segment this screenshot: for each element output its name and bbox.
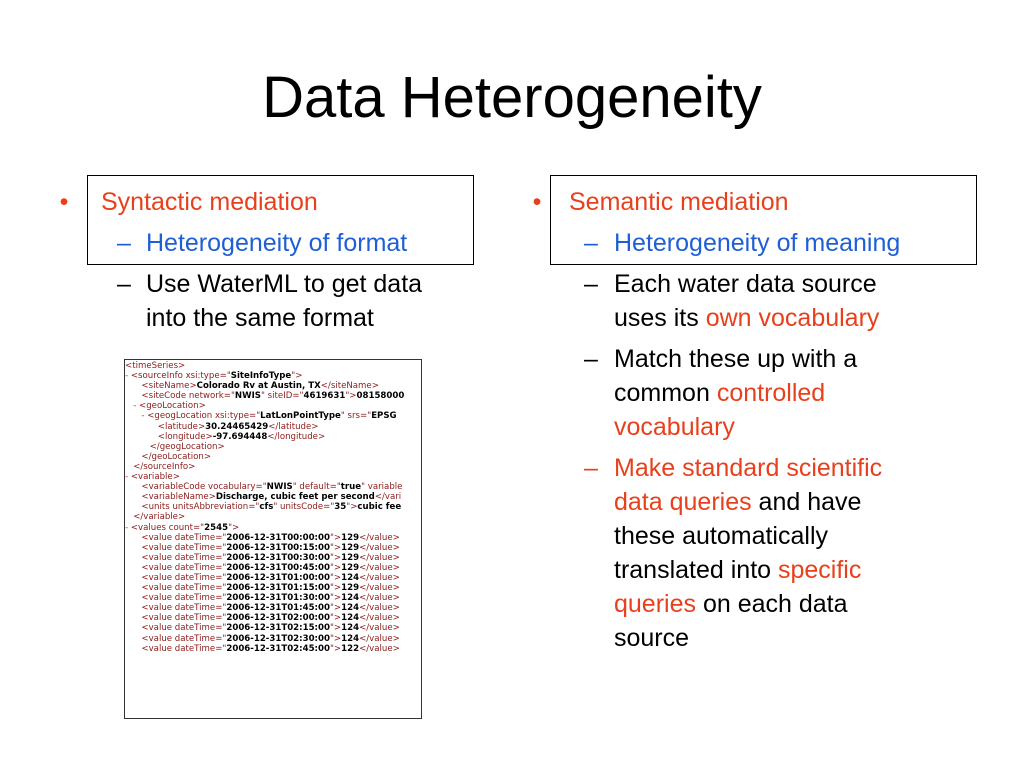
xml-token: 2006-12-31T00:15:00 [226, 542, 330, 553]
xml-token: cfs [259, 502, 274, 513]
vocab-text-line1: Each water data source [614, 270, 877, 298]
xml-token: " siteID=" [260, 391, 304, 402]
xml-token: <variable> [130, 472, 180, 483]
xml-token: </value> [359, 583, 400, 594]
xml-token: <units unitsAbbreviation=" [141, 502, 260, 513]
xml-line [125, 361, 421, 371]
xml-token: </latitude> [268, 421, 319, 432]
xml-token: <siteCode network=" [141, 391, 235, 402]
xml-token: 2006-12-31T00:00:00 [226, 532, 330, 543]
xml-indent: - [125, 371, 131, 382]
left-sub1-dash: – [117, 229, 131, 257]
xml-line [125, 563, 421, 573]
xml-indent [125, 512, 133, 522]
xml-token: SiteInfoType [230, 371, 292, 382]
xml-line [125, 502, 421, 512]
xml-token: <geogLocation xsi:type=" [147, 411, 261, 422]
xml-token: "> [291, 371, 303, 382]
xml-token: </value> [359, 572, 400, 583]
xml-indent: - [125, 411, 148, 422]
xml-line [125, 533, 421, 543]
right-sub2-dash: – [584, 270, 598, 298]
xml-indent [125, 553, 141, 563]
match-text-line2 [614, 376, 825, 410]
xml-token: 129 [341, 562, 360, 573]
standard-queries-line3: these automatically [614, 522, 829, 550]
xml-token: 124 [341, 593, 360, 604]
semantic-mediation-heading: Semantic mediation [569, 188, 789, 216]
xml-token: </vari [374, 492, 402, 503]
xml-token: 08158000 [356, 391, 405, 402]
xml-line [125, 644, 421, 654]
xml-indent: - [125, 522, 131, 533]
xml-token: "> [329, 613, 342, 624]
queries-text: queries [614, 590, 696, 618]
xml-token: 124 [341, 613, 360, 624]
xml-indent [125, 452, 141, 462]
xml-token: "> [329, 532, 342, 543]
waterml-text-line2: into the same format [146, 304, 374, 332]
xml-token: </variable> [133, 512, 186, 523]
xml-token: 124 [341, 603, 360, 614]
controlled-text: controlled [716, 379, 826, 407]
xml-line [125, 462, 421, 472]
xml-line [125, 523, 421, 533]
xml-token: "> [345, 391, 357, 402]
xml-line [125, 411, 421, 421]
xml-token: </geogLocation> [149, 441, 225, 452]
xml-token: 2006-12-31T00:45:00 [226, 562, 330, 573]
xml-indent [125, 482, 141, 492]
xml-token: "> [329, 542, 342, 553]
xml-indent [125, 391, 141, 401]
xml-token: 4619631 [303, 391, 346, 402]
xml-token: " variable [361, 482, 403, 493]
xml-token: <siteName> [141, 381, 197, 392]
xml-token: <value dateTime=" [141, 572, 227, 583]
data-queries-text: data queries [614, 488, 752, 516]
xml-token: "> [329, 603, 342, 614]
xml-token: <value dateTime=" [141, 542, 227, 553]
xml-token: NWIS [266, 482, 293, 493]
standard-queries-line5 [614, 587, 848, 621]
xml-indent [125, 644, 141, 654]
xml-token: </value> [359, 643, 400, 654]
xml-token: " unitsCode=" [273, 502, 335, 513]
vocab-text-line2 [614, 301, 879, 335]
xml-indent [125, 593, 141, 603]
xml-token: <value dateTime=" [141, 583, 227, 594]
xml-line [125, 401, 421, 411]
xml-token: 129 [341, 552, 360, 563]
xml-token: 2006-12-31T01:45:00 [226, 603, 330, 614]
xml-token: <value dateTime=" [141, 613, 227, 624]
syntactic-mediation-heading: Syntactic mediation [101, 188, 318, 216]
right-sub1-dash: – [584, 229, 598, 257]
xml-token: <value dateTime=" [141, 593, 227, 604]
xml-token: "> [329, 572, 342, 583]
xml-token: <latitude> [157, 421, 206, 432]
xml-indent [125, 573, 141, 583]
xml-token: <sourceInfo xsi:type=" [130, 371, 231, 382]
xml-indent [125, 613, 141, 623]
specific-text: specific [778, 556, 862, 584]
xml-indent [125, 603, 141, 613]
xml-token: <variableCode vocabulary=" [141, 482, 267, 493]
xml-token: 2006-12-31T02:00:00 [226, 613, 330, 624]
xml-line [125, 593, 421, 603]
xml-token: Colorado Rv at Austin, TX [196, 381, 321, 392]
xml-token: 129 [341, 532, 360, 543]
waterml-text-line1: Use WaterML to get data [146, 270, 423, 298]
xml-line [125, 492, 421, 502]
xml-token: 124 [341, 572, 360, 583]
xml-token: 124 [341, 633, 360, 644]
xml-token: 129 [341, 583, 360, 594]
standard-queries-line6: source [614, 624, 690, 652]
xml-token: </value> [359, 633, 400, 644]
xml-indent [125, 492, 141, 502]
xml-token: EPSG [371, 411, 397, 422]
xml-token: 2006-12-31T02:15:00 [226, 623, 330, 634]
xml-token: <values count=" [130, 522, 205, 533]
xml-indent [125, 623, 141, 633]
xml-indent [125, 563, 141, 573]
xml-indent [125, 583, 141, 593]
xml-indent [125, 634, 141, 644]
xml-token: <value dateTime=" [141, 633, 227, 644]
left-bullet: • [59, 188, 69, 216]
xml-token: <value dateTime=" [141, 562, 227, 573]
xml-token: </value> [359, 593, 400, 604]
right-sub4-dash: – [584, 454, 598, 482]
xml-token: </value> [359, 532, 400, 543]
xml-indent [125, 462, 133, 472]
xml-token: <value dateTime=" [141, 623, 227, 634]
xml-token: "> [329, 633, 342, 644]
xml-line [125, 603, 421, 613]
xml-token: <value dateTime=" [141, 532, 227, 543]
xml-line [125, 623, 421, 633]
xml-token: 35 [334, 502, 347, 513]
xml-token: 122 [341, 643, 360, 654]
xml-line [125, 472, 421, 482]
right-sub3-dash: – [584, 345, 598, 373]
xml-token: 2006-12-31T01:00:00 [226, 572, 330, 583]
right-bullet: • [532, 188, 542, 216]
xml-token: </value> [359, 542, 400, 553]
match-text-line1: Match these up with a [614, 345, 858, 373]
xml-token: 2545 [204, 522, 229, 533]
xml-token: 2006-12-31T02:45:00 [226, 643, 330, 654]
xml-token: " default=" [292, 482, 341, 493]
xml-token: cubic fee [357, 502, 402, 513]
heterogeneity-of-meaning: Heterogeneity of meaning [614, 229, 901, 257]
xml-token: 2006-12-31T02:30:00 [226, 633, 330, 644]
xml-token: "> [329, 583, 342, 594]
xml-token: <value dateTime=" [141, 603, 227, 614]
xml-indent [125, 533, 141, 543]
xml-token: 30.24465429 [205, 421, 269, 432]
xml-line [125, 553, 421, 563]
xml-token: </value> [359, 623, 400, 634]
xml-token: NWIS [234, 391, 261, 402]
xml-line [125, 634, 421, 644]
xml-token: <geoLocation> [139, 401, 206, 412]
common-text: common [614, 379, 717, 407]
standard-queries-line2 [614, 485, 861, 519]
xml-token: Discharge, cubic feet per second [215, 492, 375, 503]
xml-token: "> [329, 593, 342, 604]
xml-token: </value> [359, 603, 400, 614]
xml-token: "> [329, 643, 342, 654]
xml-token: LatLonPointType [260, 411, 341, 422]
xml-line [125, 442, 421, 452]
xml-line [125, 432, 421, 442]
own-vocabulary-text: own vocabulary [705, 304, 880, 332]
xml-token: -97.694448 [212, 431, 268, 442]
slide-title: Data Heterogeneity [262, 65, 762, 130]
xml-token: true [340, 482, 362, 493]
xml-line [125, 482, 421, 492]
xml-token: </value> [359, 552, 400, 563]
xml-token: </longitude> [267, 431, 326, 442]
xml-token: </value> [359, 562, 400, 573]
translated-into-text: translated into [614, 556, 778, 584]
xml-token: </value> [359, 613, 400, 624]
xml-token: <timeSeries> [125, 361, 186, 371]
heterogeneity-of-format: Heterogeneity of format [146, 229, 408, 257]
xml-line [125, 381, 421, 391]
xml-token: "> [329, 562, 342, 573]
xml-token: 2006-12-31T01:15:00 [226, 583, 330, 594]
xml-token: 2006-12-31T01:30:00 [226, 593, 330, 604]
xml-token: </sourceInfo> [133, 461, 196, 472]
xml-token: <variableName> [141, 492, 216, 503]
and-have-text: and have [751, 488, 862, 516]
xml-token: 129 [341, 542, 360, 553]
xml-line [125, 543, 421, 553]
xml-line [125, 371, 421, 381]
xml-indent [125, 502, 141, 512]
xml-token: <longitude> [157, 431, 213, 442]
xml-line [125, 422, 421, 432]
xml-indent: - [125, 472, 131, 483]
xml-token: "> [329, 552, 342, 563]
xml-indent [125, 442, 150, 452]
xml-token: </siteName> [320, 381, 379, 392]
xml-line [125, 613, 421, 623]
waterml-xml-image [124, 359, 422, 719]
xml-line [125, 512, 421, 522]
xml-token: "> [329, 623, 342, 634]
xml-token: " srs=" [340, 411, 372, 422]
left-sub2-dash: – [117, 270, 131, 298]
xml-indent [125, 422, 158, 432]
xml-token: <value dateTime=" [141, 643, 227, 654]
on-each-data-text: on each data [696, 590, 848, 618]
xml-line [125, 583, 421, 593]
xml-line [125, 391, 421, 401]
xml-indent [125, 543, 141, 553]
xml-token: 124 [341, 623, 360, 634]
xml-token: </geoLocation> [141, 451, 212, 462]
vocab-text-plain: uses its [614, 304, 706, 332]
xml-token: <value dateTime=" [141, 552, 227, 563]
xml-line [125, 452, 421, 462]
xml-token: 2006-12-31T00:30:00 [226, 552, 330, 563]
vocabulary-text: vocabulary [614, 413, 735, 441]
xml-token: "> [346, 502, 358, 513]
xml-token: "> [228, 522, 240, 533]
xml-indent [125, 381, 141, 391]
xml-line [125, 573, 421, 583]
standard-queries-line1: Make standard scientific [614, 454, 883, 482]
xml-indent: - [125, 401, 140, 412]
xml-indent [125, 432, 158, 442]
standard-queries-line4 [614, 553, 861, 587]
